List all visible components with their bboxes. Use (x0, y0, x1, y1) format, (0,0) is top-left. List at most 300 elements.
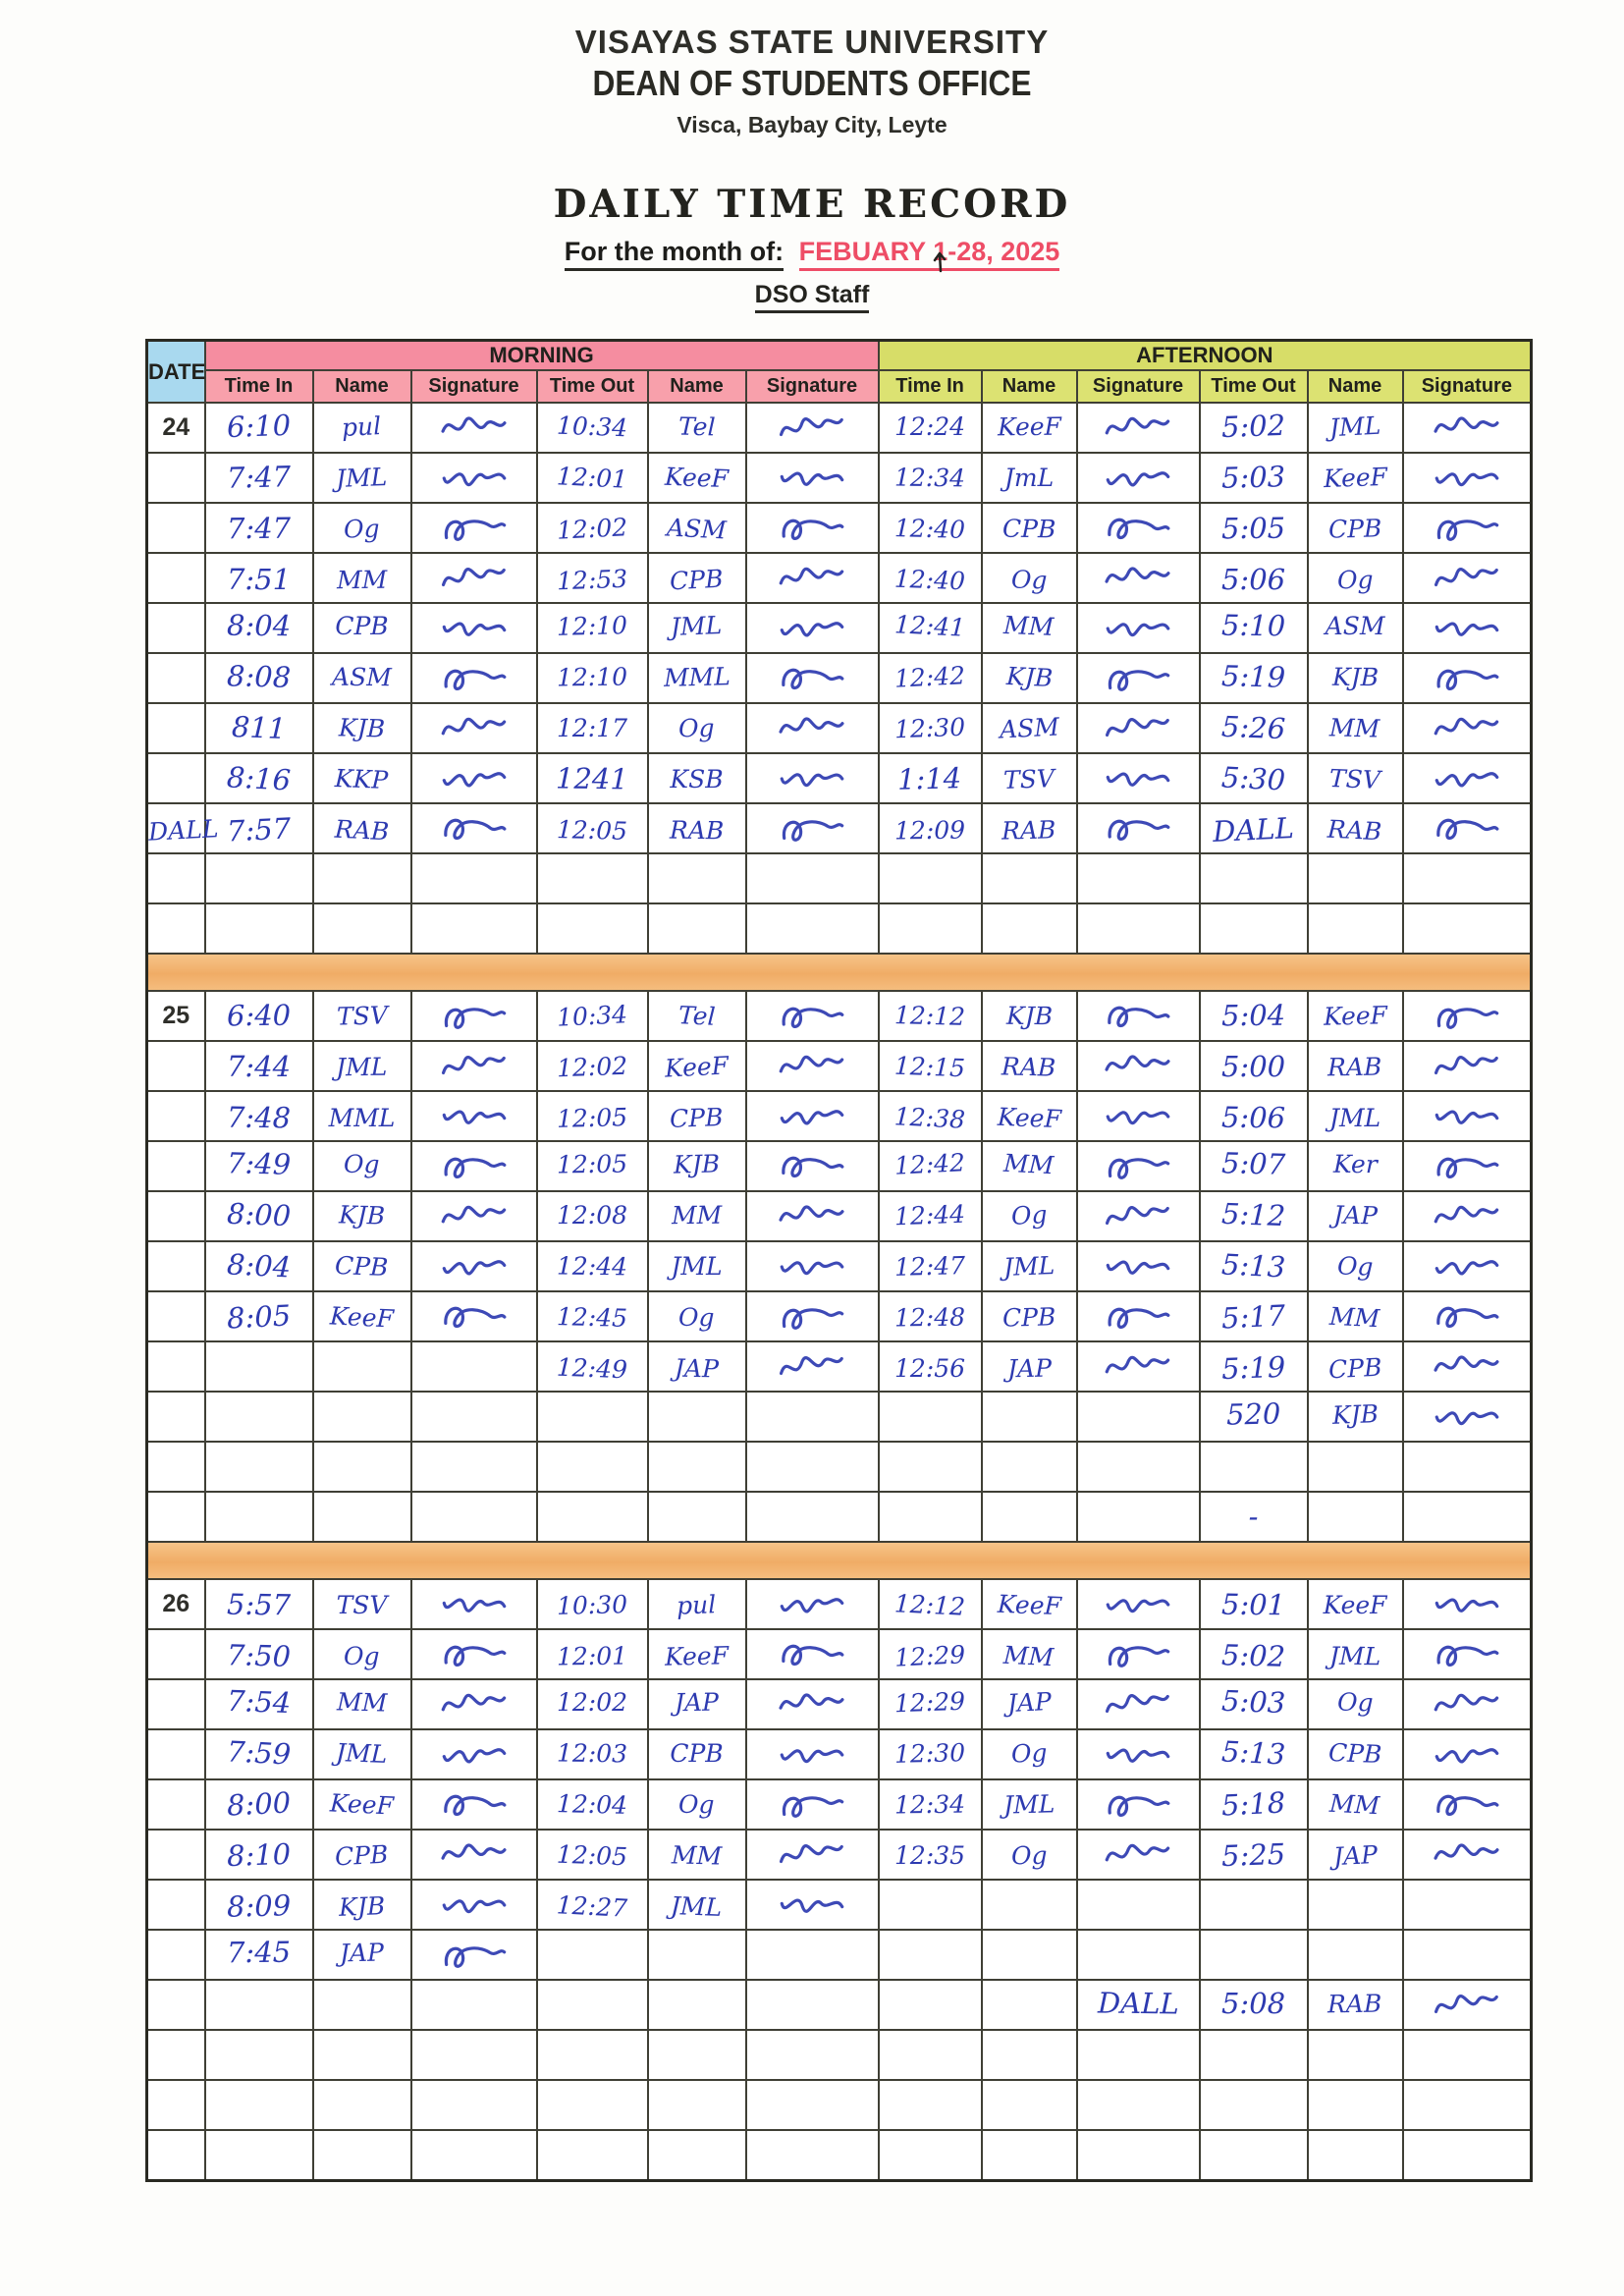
time-cell (1200, 1392, 1308, 1442)
name-cell (982, 903, 1077, 954)
handwritten-entry: 5:06 (1220, 1100, 1286, 1135)
name-cell (313, 2030, 411, 2080)
signature-cell (1403, 553, 1532, 603)
date-cell (147, 1492, 205, 1542)
signature-scribble (778, 1049, 847, 1083)
dtr-row (147, 1579, 1532, 1629)
time-cell (205, 2130, 313, 2181)
time-cell (1200, 803, 1308, 853)
handwritten-entry: RAB (1327, 1989, 1382, 2018)
time-cell (1200, 653, 1308, 703)
time-cell (1200, 1579, 1308, 1629)
dtr-row (147, 2130, 1532, 2181)
handwritten-entry: 12:02 (556, 1687, 628, 1717)
date-cell (147, 2080, 205, 2130)
signature-scribble (1103, 997, 1173, 1035)
signature-cell (1077, 1930, 1200, 1980)
signature-scribble (1103, 1197, 1173, 1235)
handwritten-entry: JML (1328, 1641, 1381, 1670)
time-cell (879, 1492, 982, 1542)
signature-scribble (1432, 1348, 1501, 1384)
signature-scribble (1432, 610, 1502, 647)
time-cell (537, 1442, 648, 1492)
handwritten-entry: 12:29 (893, 1639, 966, 1672)
name-cell (313, 1579, 411, 1629)
signature-scribble (1432, 410, 1501, 445)
name-cell (648, 1041, 746, 1091)
handwritten-entry: CPB (1327, 513, 1382, 544)
name-cell (313, 991, 411, 1041)
signature-cell (1077, 1492, 1200, 1542)
time-cell (205, 2080, 313, 2130)
dtr-row (147, 1091, 1532, 1141)
handwritten-entry: JAP (674, 1687, 720, 1717)
name-cell (313, 1191, 411, 1241)
signature-scribble (1432, 510, 1501, 545)
name-cell (1308, 903, 1403, 954)
signature-cell (1403, 703, 1532, 753)
handwritten-entry: 12:41 (893, 609, 966, 642)
handwritten-entry: MML (328, 1103, 396, 1132)
time-cell (1200, 553, 1308, 603)
time-cell (205, 1492, 313, 1542)
signature-scribble (1104, 1787, 1173, 1822)
date-cell (147, 1830, 205, 1880)
signature-scribble (777, 1886, 847, 1924)
time-cell (537, 991, 648, 1041)
signature-cell (1077, 503, 1200, 553)
name-cell (648, 1729, 746, 1779)
name-cell (982, 453, 1077, 503)
handwritten-entry: KJB (338, 712, 386, 743)
time-cell (537, 2030, 648, 2080)
handwritten-entry: Tel (677, 1000, 716, 1031)
signature-cell (1077, 1880, 1200, 1930)
signature-scribble (1104, 410, 1173, 445)
handwritten-entry: 12:02 (556, 1051, 628, 1082)
name-cell (648, 753, 746, 803)
dtr-table (145, 339, 1533, 2182)
handwritten-entry: 5:10 (1220, 608, 1286, 643)
morning-section-header: MORNING (205, 341, 879, 371)
time-cell (1200, 1492, 1308, 1542)
dtr-row (147, 1041, 1532, 1091)
time-cell (879, 703, 982, 753)
name-cell (313, 1729, 411, 1779)
signature-scribble (1104, 1349, 1173, 1384)
signature-cell (1403, 1091, 1532, 1141)
afternoon-time-out-header: Time Out (1200, 370, 1308, 403)
name-cell (648, 1091, 746, 1141)
handwritten-entry: JAP (1005, 1686, 1053, 1718)
signature-cell (411, 553, 537, 603)
name-cell (648, 1341, 746, 1392)
name-cell (982, 1041, 1077, 1091)
signature-cell (746, 403, 879, 453)
time-cell (879, 1442, 982, 1492)
handwritten-entry: Og (1336, 565, 1374, 594)
time-cell (205, 1679, 313, 1729)
handwritten-entry: 12:30 (893, 712, 966, 743)
name-cell (648, 2080, 746, 2130)
morning-signature-header: Signature (746, 370, 879, 403)
handwritten-entry: MM (1002, 610, 1056, 641)
signature-cell (411, 1041, 537, 1091)
signature-scribble (1433, 1400, 1501, 1434)
handwritten-entry: JAP (674, 1352, 720, 1384)
signature-cell (1403, 1729, 1532, 1779)
handwritten-entry: 5:26 (1220, 709, 1286, 746)
time-cell (537, 1091, 648, 1141)
name-cell (982, 1191, 1077, 1241)
signature-cell (746, 1341, 879, 1392)
handwritten-entry: JML (671, 1251, 723, 1281)
date-cell (147, 803, 220, 853)
dtr-row (147, 1492, 1532, 1542)
handwritten-entry: CPB (1001, 514, 1056, 543)
handwritten-entry: JAP (1006, 1353, 1052, 1383)
signature-cell (746, 1041, 879, 1091)
time-cell (1200, 1930, 1308, 1980)
handwritten-entry: KeeF (1323, 462, 1388, 493)
handwritten-entry: 7:49 (226, 1146, 292, 1181)
dtr-row (147, 403, 1532, 453)
signature-scribble (439, 410, 509, 445)
signature-cell (1403, 1629, 1532, 1679)
handwritten-entry: KJB (338, 1890, 386, 1922)
dtr-row (147, 603, 1532, 653)
signature-scribble (1103, 1248, 1173, 1285)
signature-cell (411, 1579, 537, 1629)
signature-cell (746, 1629, 879, 1679)
handwritten-entry: Og (1010, 1199, 1048, 1230)
handwritten-entry: ASM (331, 662, 393, 691)
handwritten-entry: 12:12 (893, 1588, 966, 1621)
signature-cell (1077, 1341, 1200, 1392)
handwritten-entry: ASM (998, 712, 1060, 743)
time-cell (1200, 2030, 1308, 2080)
name-cell (982, 2130, 1077, 2181)
signature-cell (746, 2130, 879, 2181)
signature-scribble (438, 559, 509, 597)
name-cell (648, 453, 746, 503)
handwritten-entry: RAB (669, 815, 725, 845)
handwritten-entry: CPB (1327, 1737, 1382, 1769)
handwritten-entry: 8:16 (226, 760, 292, 797)
date-cell (147, 903, 205, 954)
signature-scribble (777, 1347, 847, 1386)
handwritten-entry: JML (1002, 1250, 1056, 1282)
signature-cell (746, 1579, 879, 1629)
handwritten-entry: pul (341, 410, 383, 442)
time-cell (879, 753, 982, 803)
name-cell (313, 1091, 411, 1141)
day-divider-band (147, 954, 1532, 991)
handwritten-entry: 5:25 (1220, 1836, 1286, 1874)
name-cell (313, 1442, 411, 1492)
signature-cell (411, 1980, 537, 2030)
name-cell (1308, 553, 1403, 603)
afternoon-section-header: AFTERNOON (879, 341, 1532, 371)
handwritten-entry: 12:08 (556, 1200, 628, 1230)
signature-cell (411, 453, 537, 503)
date-cell (147, 2130, 205, 2181)
signature-scribble (777, 1635, 847, 1673)
time-cell (205, 1629, 313, 1679)
dtr-row (147, 1779, 1532, 1830)
name-cell (313, 753, 411, 803)
time-cell (879, 803, 982, 853)
handwritten-entry: Ker (1332, 1149, 1378, 1178)
signature-cell (1403, 1291, 1532, 1341)
name-cell (648, 1241, 746, 1291)
signature-cell (746, 1141, 879, 1191)
handwritten-entry: Og (344, 1641, 380, 1670)
signature-cell (1403, 1341, 1532, 1392)
signature-cell (1077, 1392, 1200, 1442)
signature-scribble (1103, 709, 1173, 747)
dtr-row (147, 903, 1532, 954)
time-cell (1200, 1191, 1308, 1241)
signature-cell (1403, 903, 1532, 954)
signature-cell (1077, 2080, 1200, 2130)
handwritten-entry: RAB (334, 814, 390, 846)
signature-cell (411, 2080, 537, 2130)
dtr-row (147, 703, 1532, 753)
handwritten-entry: 12:47 (893, 1250, 966, 1282)
name-cell (1308, 2080, 1403, 2130)
name-cell (1308, 1191, 1403, 1241)
name-cell (982, 1392, 1077, 1442)
signature-cell (1403, 653, 1532, 703)
handwritten-entry: 7:59 (226, 1734, 292, 1772)
dtr-row (147, 1341, 1532, 1392)
time-cell (879, 1629, 982, 1679)
time-cell (1200, 2080, 1308, 2130)
name-cell (1308, 1980, 1403, 2030)
name-cell (982, 1442, 1077, 1492)
signature-scribble (439, 998, 509, 1033)
signature-cell (1077, 753, 1200, 803)
signature-cell (1077, 1629, 1200, 1679)
signature-scribble (778, 1738, 846, 1772)
date-cell (147, 503, 205, 553)
time-cell (205, 1041, 313, 1091)
time-cell (1200, 603, 1308, 653)
signature-cell (1077, 2130, 1200, 2181)
name-cell (1308, 1392, 1403, 1442)
handwritten-entry: 12:10 (556, 662, 628, 691)
signature-scribble (1433, 661, 1502, 695)
signature-cell (1077, 991, 1200, 1041)
handwritten-entry: 8:00 (226, 1785, 292, 1823)
signature-cell (1403, 1779, 1532, 1830)
handwritten-entry: DALL (147, 813, 220, 847)
name-cell (313, 453, 411, 503)
dtr-row (147, 553, 1532, 603)
name-cell (982, 1341, 1077, 1392)
handwritten-entry: JmL (1003, 463, 1055, 492)
handwritten-entry: 5:18 (1220, 1785, 1286, 1823)
signature-cell (746, 603, 879, 653)
handwritten-entry: JML (1328, 410, 1381, 442)
name-cell (1308, 453, 1403, 503)
dtr-row (147, 1830, 1532, 1880)
name-cell (313, 853, 411, 903)
time-cell (1200, 2130, 1308, 2181)
signature-cell (1403, 1880, 1532, 1930)
handwritten-entry: 7:50 (226, 1638, 292, 1673)
handwritten-entry: 5:05 (1220, 511, 1286, 546)
time-cell (879, 403, 982, 453)
afternoon-name-header: Name (982, 370, 1077, 403)
handwritten-entry: CPB (669, 1102, 725, 1133)
time-cell (879, 2130, 982, 2181)
signature-cell (746, 991, 879, 1041)
signature-cell (411, 991, 537, 1041)
handwritten-entry: 6:40 (226, 998, 292, 1033)
signature-scribble (1103, 760, 1173, 797)
time-cell (205, 1341, 313, 1392)
handwritten-entry: 7:48 (226, 1100, 292, 1135)
handwritten-entry: RAB (1327, 1052, 1382, 1081)
handwritten-entry: MM (1002, 1640, 1056, 1671)
date-cell (147, 853, 205, 903)
name-cell (313, 1830, 411, 1880)
handwritten-entry: - (1248, 1500, 1259, 1533)
name-cell (648, 553, 746, 603)
signature-cell (411, 1830, 537, 1880)
name-cell (982, 1241, 1077, 1291)
name-cell (313, 553, 411, 603)
time-cell (879, 1930, 982, 1980)
name-cell (982, 853, 1077, 903)
name-cell (313, 653, 411, 703)
date-cell (147, 453, 205, 503)
handwritten-entry: KeeF (329, 1300, 395, 1334)
name-cell (982, 1091, 1077, 1141)
signature-scribble (1104, 1299, 1173, 1334)
handwritten-entry: MM (1328, 1301, 1381, 1333)
name-cell (313, 1629, 411, 1679)
time-cell (879, 991, 982, 1041)
signature-cell (1403, 991, 1532, 1041)
time-cell (1200, 1729, 1308, 1779)
date-cell: 24 (147, 403, 205, 453)
handwritten-entry: 8:04 (226, 1247, 292, 1285)
signature-cell (1403, 2080, 1532, 2130)
dtr-row (147, 991, 1532, 1041)
signature-scribble (1433, 1149, 1502, 1183)
signature-scribble (1104, 811, 1173, 846)
date-cell (147, 1779, 205, 1830)
date-cell: 25 (147, 991, 205, 1041)
handwritten-entry: 5:03 (1220, 460, 1286, 495)
time-cell (537, 2080, 648, 2130)
handwritten-entry: 12:27 (556, 1889, 628, 1923)
handwritten-entry: 5:03 (1220, 1683, 1286, 1721)
name-cell (982, 1679, 1077, 1729)
time-cell (879, 1579, 982, 1629)
signature-cell (1403, 403, 1532, 453)
time-cell (879, 1679, 982, 1729)
time-cell (537, 1041, 648, 1091)
time-cell (205, 1291, 313, 1341)
morning-signature-header: Signature (411, 370, 537, 403)
handwritten-entry: 12:34 (893, 463, 966, 492)
handwritten-entry: KeeF (664, 1640, 730, 1671)
name-cell (313, 603, 411, 653)
university-name: VISAYAS STATE UNIVERSITY (574, 24, 1050, 60)
handwritten-entry: 520 (1225, 1396, 1281, 1432)
handwritten-entry: ASM (1325, 611, 1385, 640)
signature-cell (1077, 1191, 1200, 1241)
time-cell (879, 1729, 982, 1779)
morning-time-in-header: Time In (205, 370, 313, 403)
document-title: DAILY TIME RECORD (553, 182, 1071, 227)
signature-cell (746, 1729, 879, 1779)
time-cell (879, 853, 982, 903)
handwritten-entry: 8:09 (226, 1888, 292, 1924)
signature-cell (1077, 853, 1200, 903)
name-cell (1308, 1241, 1403, 1291)
signature-scribble (1433, 711, 1502, 745)
name-cell (982, 1579, 1077, 1629)
signature-cell (1403, 753, 1532, 803)
name-cell (982, 403, 1077, 453)
signature-cell (1403, 1141, 1532, 1191)
signature-cell (1077, 1241, 1200, 1291)
name-cell (1308, 1779, 1403, 1830)
handwritten-entry: KeeF (997, 411, 1061, 441)
signature-cell (746, 1392, 879, 1442)
time-cell (205, 653, 313, 703)
signature-scribble (777, 1835, 847, 1874)
signature-scribble (1103, 1685, 1173, 1723)
time-cell (879, 1241, 982, 1291)
name-cell (648, 991, 746, 1041)
name-cell (1308, 1579, 1403, 1629)
handwritten-entry: 12:42 (893, 660, 966, 693)
handwritten-entry: JAP (339, 1937, 385, 1968)
time-cell (205, 1442, 313, 1492)
name-cell (313, 803, 411, 853)
signature-scribble (439, 1248, 510, 1285)
signature-cell (746, 853, 879, 903)
handwritten-entry: 12:01 (556, 1641, 628, 1670)
signature-cell (1077, 1729, 1200, 1779)
signature-cell (1077, 1141, 1200, 1191)
time-cell (537, 553, 648, 603)
handwritten-entry: 12:45 (556, 1301, 628, 1333)
date-cell (147, 1880, 205, 1930)
signature-scribble (777, 460, 847, 497)
dtr-row (147, 653, 1532, 703)
name-cell (1308, 1729, 1403, 1779)
date-cell (147, 1629, 205, 1679)
month-label: For the month of: (565, 237, 784, 271)
signature-cell (411, 1091, 537, 1141)
handwritten-entry: CPB (335, 611, 389, 640)
time-cell (205, 1191, 313, 1241)
name-cell (1308, 703, 1403, 753)
signature-cell (746, 1492, 879, 1542)
handwritten-entry: Og (1010, 1737, 1048, 1769)
signature-scribble (777, 1098, 847, 1135)
handwritten-entry: 12:05 (556, 1839, 628, 1871)
time-cell (205, 403, 313, 453)
date-cell (147, 1291, 205, 1341)
